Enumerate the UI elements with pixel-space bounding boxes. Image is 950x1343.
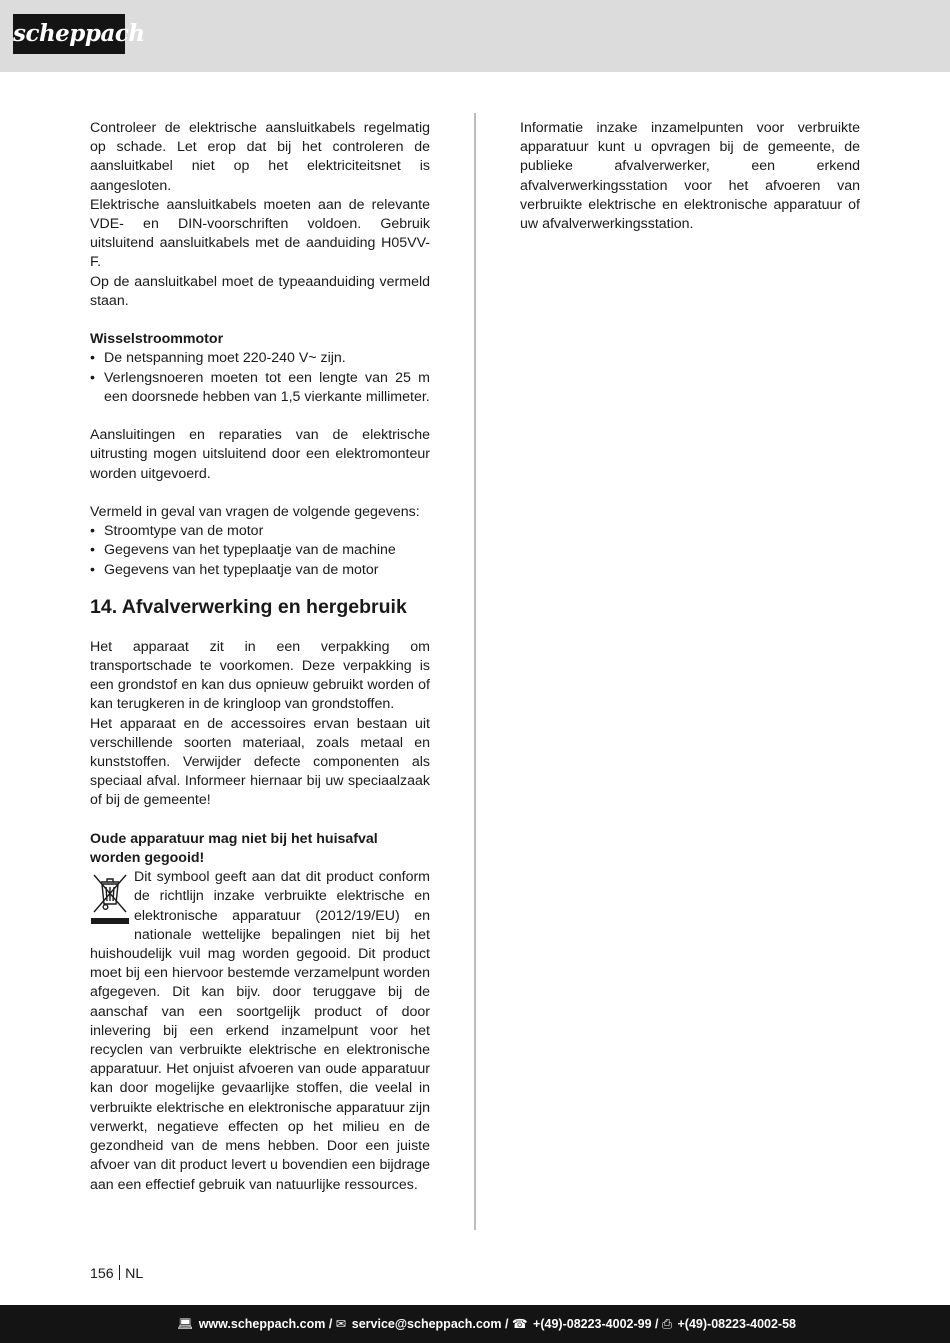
packaging-paragraph: Het apparaat zit in een verpakking om transportschade te voorkomen. Deze verpakking is een grondstof en kan dus opnieuw gebruikt worden of kan terugkeren in de kringloop van grondstoffen. xyxy=(90,638,430,713)
motor-heading: Wisselstroommotor xyxy=(90,331,224,348)
column-divider xyxy=(474,113,476,1230)
fax-number: +(49)-08223-4002-58 xyxy=(677,1317,796,1331)
phone-number: +(49)-08223-4002-99 xyxy=(533,1317,652,1331)
scheppach-logo: scheppach xyxy=(13,14,125,54)
separator: / xyxy=(328,1317,333,1331)
intro-paragraph-3: Op de aansluitkabel moet de typeaanduiding vermeld staan. xyxy=(90,273,430,309)
materials-paragraph: Het apparaat en de accessoires ervan bestaan uit verschillende soorten materiaal, zoals metaal en kunststoffen. Verwijder defecte componenten als speciaal afval. Informeer hiernaar bij uw speciaalzaak of bij de gemeente! xyxy=(90,715,430,809)
website-link[interactable]: www.scheppach.com xyxy=(198,1317,326,1331)
mail-icon: ✉︎ xyxy=(335,1317,347,1331)
intro-paragraph-2: Elektrische aansluitkabels moeten aan de relevante VDE- en DIN-voorschriften voldoen. Gebruik uitsluitend aansluitkabels met de aanduiding H05VV-F. xyxy=(90,196,430,271)
header-band xyxy=(0,0,950,72)
list-item: • De netspanning moet 220-240 V~ zijn. xyxy=(90,349,430,368)
motor-bullet-list xyxy=(90,349,430,407)
list-item: • Gegevens van het typeplaatje van de motor xyxy=(90,561,430,580)
questions-bullet-list xyxy=(90,522,430,580)
footer-bar xyxy=(0,1305,950,1343)
separator: / xyxy=(655,1317,659,1331)
list-item: • Stroomtype van de motor xyxy=(90,522,430,541)
collection-paragraph: Informatie inzake inzamelpunten voor verbruikte apparatuur kunt u opvragen bij de gemeente, de publieke afvalverwerker, een erkend afvalverwerkingsstation voor het afvoeren van verbruikte elektrische en elektronische apparatuur of uw afvalverwerkingsstation. xyxy=(520,120,860,233)
language-code: NL xyxy=(125,1266,144,1282)
old-devices-heading: Oude apparatuur mag niet bij het huisafval worden gegooid! xyxy=(90,830,378,867)
computer-icon: 💻︎ xyxy=(177,1317,194,1331)
left-column xyxy=(90,119,430,1195)
list-item: • Verlengsnoeren moeten tot een lengte van 25 m een doorsnede hebben van 1,5 vierkante millimeter. xyxy=(90,369,430,407)
section-title: 14. Afvalverwerking en hergebruik xyxy=(90,595,407,618)
email-link[interactable]: service@scheppach.com xyxy=(351,1317,502,1331)
crossed-out-wheelie-bin-icon xyxy=(90,870,130,926)
questions-intro: Vermeld in geval van vragen de volgende gegevens: xyxy=(90,504,420,521)
list-item: • Gegevens van het typeplaatje van de machine xyxy=(90,541,430,560)
repairs-paragraph: Aansluitingen en reparaties van de elektrische uitrusting mogen uitsluitend door een elektromonteur worden uitgevoerd. xyxy=(90,427,430,482)
separator: / xyxy=(505,1317,509,1331)
intro-paragraph-1: Controleer de elektrische aansluitkabels regelmatig op schade. Let erop dat bij het controleren de aansluitkabel niet op het elektriciteitsnet is aangesloten. xyxy=(90,120,430,194)
page-separator xyxy=(119,1265,121,1280)
right-column xyxy=(520,119,860,234)
page-number-footer xyxy=(90,1264,143,1284)
symbol-paragraph: Dit symbool geeft aan dat dit product conform de richtlijn inzake verbruikte elektrische en elektronische apparatuur (2012/19/EU) en nationale wettelijke bepalingen niet bij het huishoudelijk vuil mag worden gegooid. Dit product moet bij een hiervoor bestemde verzamelpunt worden afgegeven. Dit kan bijv. door teruggave bij de aanschaf van een soortgelijk product of door inlevering bij een erkend inzamelpunt voor het recyclen van verbruikte elektrische en elektronische apparatuur. Het onjuist afvoeren van oude apparatuur kan door mogelijke gevaarlijke stoffen, die veelal in verbruikte elektrische en elektronische apparatuur zijn verwerkt, negatieve effecten op het milieu en de gezondheid van de mens hebben. Door een juiste afvoer van dit product levert u bovendien een bijdrage aan een effectief gebruik van natuurlijke ressources. xyxy=(90,869,430,1193)
contact-line xyxy=(177,1305,796,1343)
phone-icon: ☎︎ xyxy=(511,1317,528,1331)
fax-icon: ⎙ xyxy=(662,1317,673,1331)
page-number: 156 xyxy=(90,1266,114,1282)
